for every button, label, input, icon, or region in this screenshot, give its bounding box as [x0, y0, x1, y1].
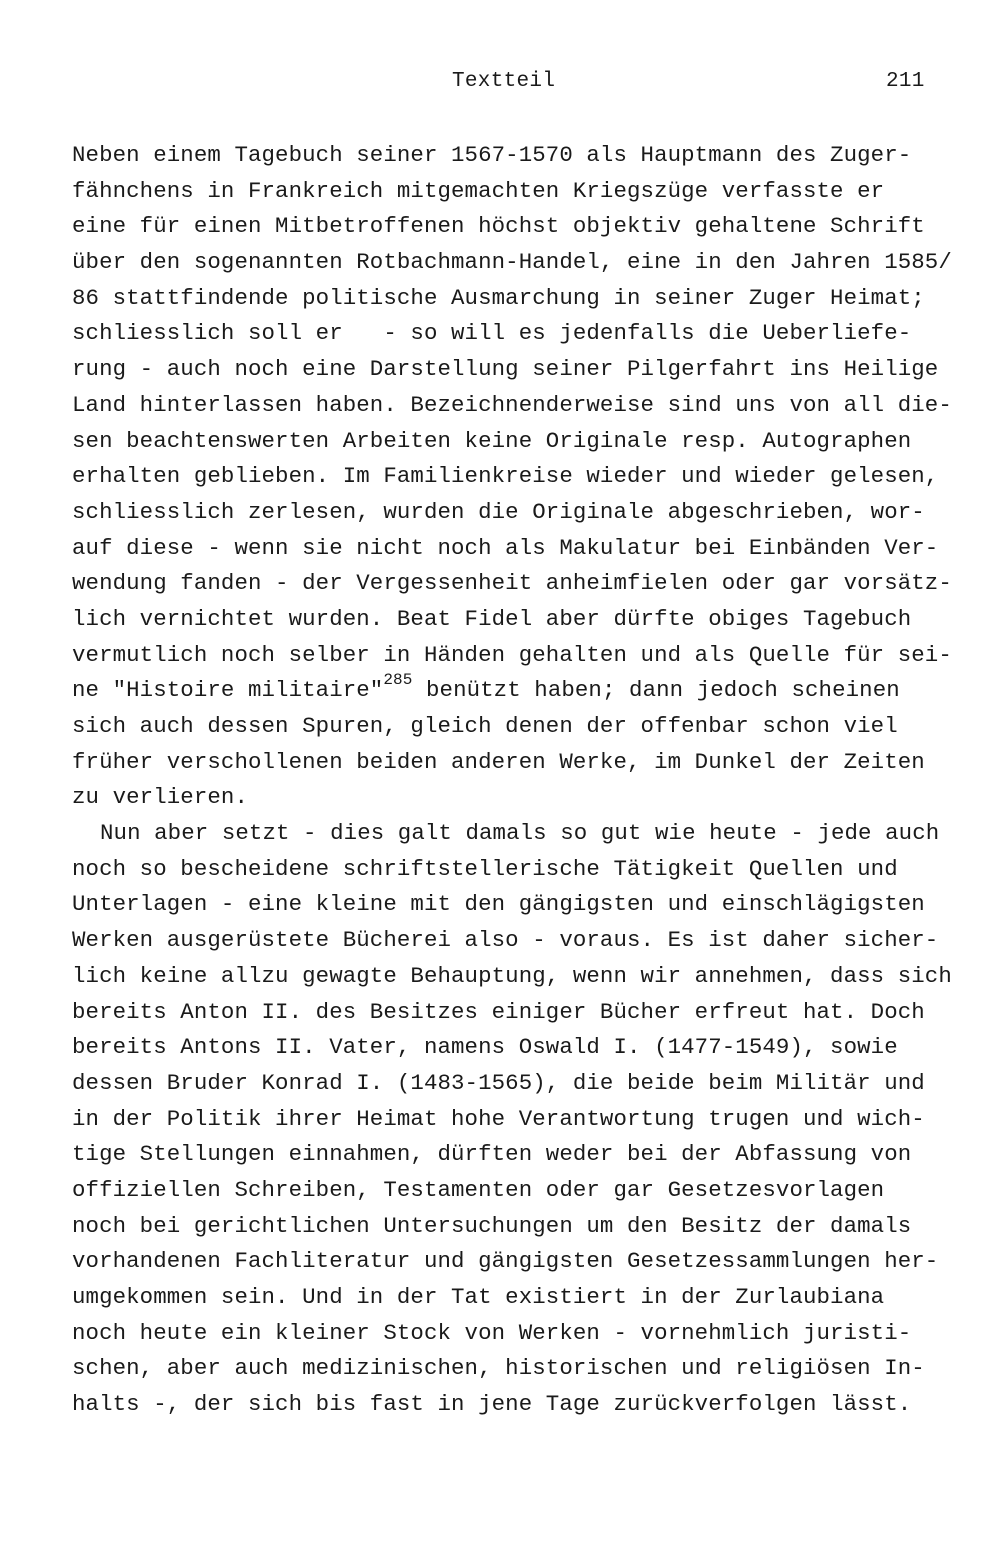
running-header-title: Textteil	[452, 70, 556, 93]
text-line: noch bei gerichtlichen Untersuchungen um den Besitz der damals	[72, 1212, 912, 1239]
text-line: schen, aber auch medizinischen, historischen und religiösen In-	[72, 1355, 925, 1382]
text-line: tige Stellungen einnahmen, dürften weder bei der Abfassung von	[72, 1141, 912, 1168]
text-line: lich keine allzu gewagte Behauptung, wenn wir annehmen, dass sich	[72, 962, 952, 989]
text-line: Land hinterlassen haben. Bezeichnenderweise sind uns von all die-	[72, 391, 952, 418]
text-line: Werken ausgerüstete Bücherei also - voraus. Es ist daher sicher-	[72, 927, 939, 954]
text-line: schliesslich zerlesen, wurden die Originale abgeschrieben, wor-	[72, 498, 925, 525]
text-line: umgekommen sein. Und in der Tat existiert in der Zurlaubiana	[72, 1284, 885, 1310]
paragraph-1	[72, 138, 972, 816]
text-line: zu verlieren.	[72, 784, 248, 811]
text-line: noch so bescheidene schriftstellerische Tätigkeit Quellen und	[72, 855, 898, 882]
text-line: lich vernichtet wurden. Beat Fidel aber dürfte obiges Tagebuch	[72, 605, 912, 632]
text-line: Unterlagen - eine kleine mit den gängigsten und einschlägigsten	[72, 891, 925, 918]
text-line: über den sogenannten Rotbachmann-Handel, eine in den Jahren 1585/	[72, 249, 952, 276]
paragraph-2	[72, 816, 972, 1423]
text-line: sen beachtenswerten Arbeiten keine Originale resp. Autographen	[72, 427, 912, 454]
text-line: früher verschollenen beiden anderen Werke, im Dunkel der Zeiten	[72, 748, 925, 775]
text-line: in der Politik ihrer Heimat hohe Verantwortung trugen und wich-	[72, 1105, 925, 1132]
text-line: offiziellen Schreiben, Testamenten oder gar Gesetzesvorlagen	[72, 1176, 885, 1203]
text-line: bereits Antons II. Vater, namens Oswald I. (1477-1549), sowie	[72, 1034, 898, 1061]
body-text	[72, 138, 972, 1423]
text-line: auf diese - wenn sie nicht noch als Makulatur bei Einbänden Ver-	[72, 534, 939, 561]
text-line: erhalten geblieben. Im Familienkreise wieder und wieder gelesen,	[72, 463, 939, 490]
text-line: fähnchens in Frankreich mitgemachten Kriegszüge verfasste er	[72, 177, 885, 204]
footnote-reference[interactable]: 285	[383, 671, 413, 690]
text-line: dessen Bruder Konrad I. (1483-1565), die beide beim Militär und	[72, 1069, 925, 1096]
text-segment: benützt haben; dann jedoch scheinen	[412, 677, 900, 704]
text-line: rung - auch noch eine Darstellung seiner Pilgerfahrt ins Heilige	[72, 356, 939, 383]
text-line: vorhandenen Fachliteratur und gängigsten Gesetzessammlungen her-	[72, 1248, 939, 1275]
text-line: noch heute ein kleiner Stock von Werken - vornehmlich juristi-	[72, 1319, 912, 1346]
text-line: Nun aber setzt - dies galt damals so gut wie heute - jede auch	[100, 820, 940, 847]
text-line: 86 stattfindende politische Ausmarchung in seiner Zuger Heimat;	[72, 284, 925, 311]
text-line: schliesslich soll er - so will es jedenfalls die Ueberliefe-	[72, 320, 912, 347]
text-line: eine für einen Mitbetroffenen höchst objektiv gehaltene Schrift	[72, 213, 925, 240]
text-line: halts -, der sich bis fast in jene Tage zurückverfolgen lässt.	[72, 1391, 912, 1418]
text-line: Neben einem Tagebuch seiner 1567-1570 als Hauptmann des Zuger-	[72, 142, 912, 168]
text-line: wendung fanden - der Vergessenheit anheimfielen oder gar vorsätz-	[72, 570, 952, 597]
text-line: bereits Anton II. des Besitzes einiger Bücher erfreut hat. Doch	[72, 998, 925, 1025]
text-line: vermutlich noch selber in Händen gehalten und als Quelle für sei-	[72, 641, 952, 668]
text-line	[72, 673, 972, 709]
text-line: sich auch dessen Spuren, gleich denen der offenbar schon viel	[72, 713, 898, 739]
text-segment: ne "Histoire militaire"	[72, 677, 384, 704]
page-number: 211	[886, 70, 925, 93]
